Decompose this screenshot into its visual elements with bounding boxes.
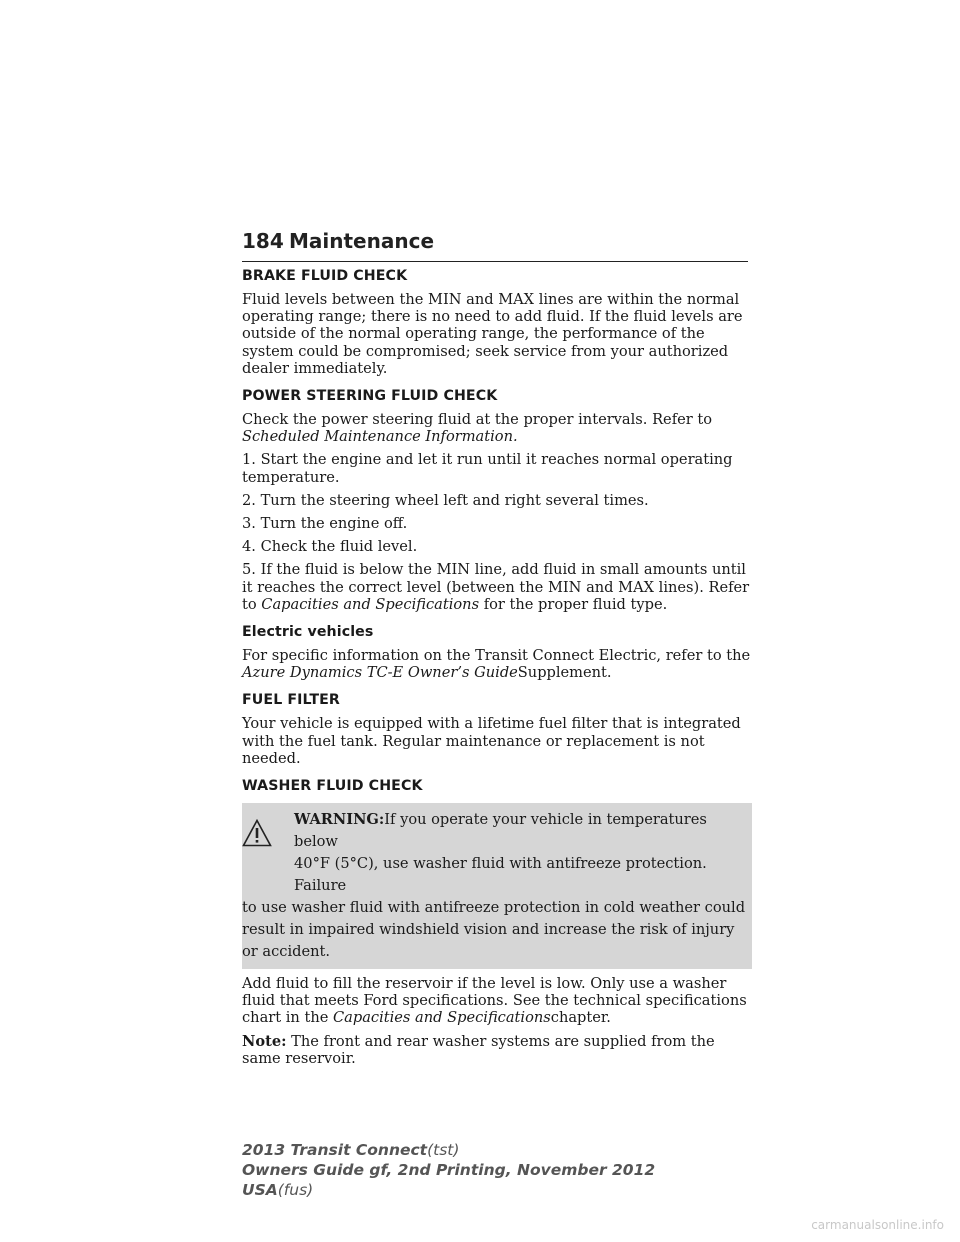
electric-heading: Electric vehicles [242, 624, 374, 641]
fuel-filter-heading: FUEL FILTER [242, 692, 340, 709]
warning-label: WARNING: [294, 811, 385, 829]
capacities-chapter-ref: Capacities and Specifications [333, 1009, 551, 1027]
power-steering-heading: POWER STEERING FLUID CHECK [242, 388, 498, 405]
step-1: 1. Start the engine and let it run until it reaches normal operating temperature. [242, 451, 733, 486]
step-4: 4. Check the fluid level. [242, 538, 418, 556]
washer-heading: WASHER FLUID CHECK [242, 778, 423, 795]
warning-rest: to use washer fluid with antifreeze protection in cold weather could result in impaired windshield vision and increase the risk of injury or accident. [242, 899, 746, 961]
electric-text: For specific information on the Transit Connect Electric, refer to the Azure Dynamics TC-E Owner’s GuideSupplement. [242, 647, 751, 682]
page-number: 184 [242, 229, 284, 253]
footer: 2013 Transit Connect(tst) Owners Guide gf, 2nd Printing, November 2012 USA(fus) [242, 1141, 656, 1199]
step-5: 5. If the fluid is below the MIN line, add fluid in small amounts until it reaches the correct level (between the MIN and MAX lines). Refer to Capacities and Specifications for the proper fluid type. [242, 561, 750, 613]
scheduled-maintenance-ref: Scheduled Maintenance Information. [242, 428, 518, 446]
watermark: carmanualsonline.info [811, 1218, 944, 1232]
washer-text: Add fluid to fill the reservoir if the level is low. Only use a washer fluid that meets Ford specifications. See the technical specifications chart in the Capacities and Specificationschapter. [242, 975, 747, 1027]
brake-text: Fluid levels between the MIN and MAX lines are within the normal operating range; there is no need to add fluid. If the fluid levels are outside of the normal operating range, the performance of the system could be compromised; seek service from your authorized dealer immediately. [242, 291, 743, 377]
brake-heading: BRAKE FLUID CHECK [242, 268, 408, 284]
capacities-ref: Capacities and Specifications [261, 595, 480, 613]
fuel-filter-text: Your vehicle is equipped with a lifetime fuel filter that is integrated with the fuel tank. Regular maintenance or replacement is not needed. [242, 715, 741, 767]
step-2: 2. Turn the steering wheel left and right several times. [242, 491, 649, 509]
note-label: Note: [242, 1032, 287, 1050]
step-3: 3. Turn the engine off. [242, 515, 408, 533]
section-title: Maintenance [289, 229, 435, 253]
page-content [242, 267, 752, 1073]
warning-triangle-icon [242, 819, 272, 847]
warning-box: WARNING:If you operate your vehicle in temperatures below 40°F (5°C), use washer fluid with antifreeze protection. Failure to use washer fluid with antifreeze protection in cold weather could result in impaired windshield vision and increase the risk of injury or accident. [242, 803, 752, 969]
azure-guide-ref: Azure Dynamics TC-E Owner’s Guide [242, 664, 518, 682]
note: Note: The front and rear washer systems are supplied from the same reservoir. [242, 1032, 715, 1067]
header-rule [242, 257, 748, 262]
power-steering-intro: Check the power steering fluid at the proper intervals. Refer to Scheduled Maintenance Information. [242, 411, 712, 446]
warning-line2: 40°F (5°C), use washer fluid with antifreeze protection. Failure [294, 855, 707, 895]
